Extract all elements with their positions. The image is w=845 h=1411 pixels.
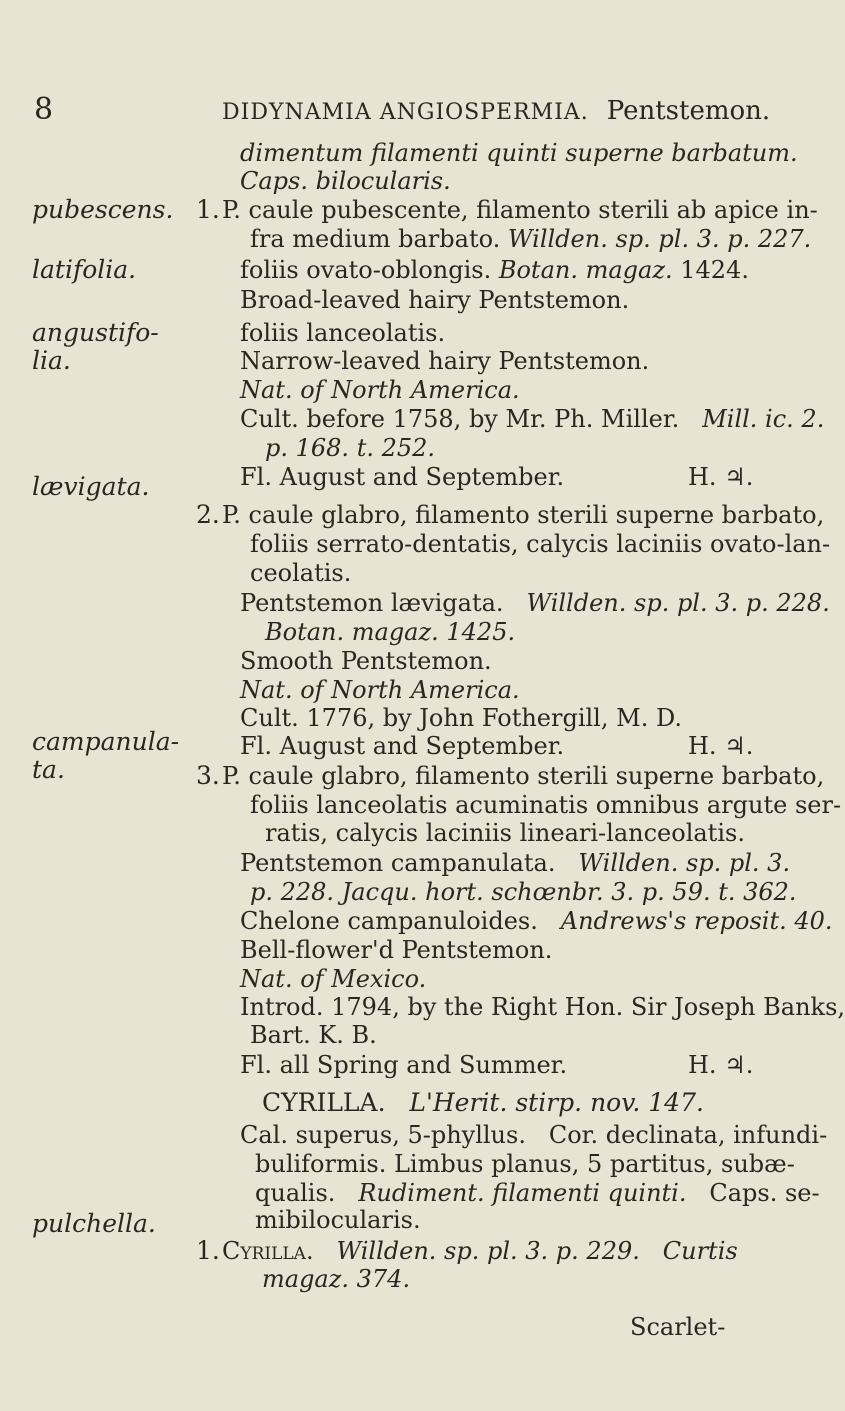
running-title	[222, 96, 770, 126]
habit-symbol: H. ♃.	[688, 463, 754, 491]
habit-symbol: H. ♃.	[688, 732, 754, 760]
species-description: foliis serrato-dentatis, calycis laciniis ovato-lan-	[250, 530, 831, 558]
page-header	[0, 92, 800, 132]
genus-description: mibilocularis.	[255, 1206, 421, 1234]
reference: p. 228. Jacqu. hort. schœnbr. 3. p. 59. t. 362.	[250, 878, 797, 906]
common-name: Bell-flower'd Pentstemon.	[240, 936, 553, 964]
native-region: Nat. of Mexico.	[240, 965, 427, 993]
margin-pubescens: pubescens.	[32, 195, 174, 224]
intro-line: Caps. bilocularis.	[240, 167, 451, 195]
reference: p. 168. t. 252.	[265, 434, 436, 462]
margin-campanulata-1: campanula-	[32, 727, 180, 756]
species-description: fra medium barbato. Willden. sp. pl. 3. p. 227.	[250, 225, 812, 253]
synonym: Chelone campanuloides. Andrews's reposit. 40.	[240, 907, 833, 935]
genus-description: Cal. superus, 5-phyllus. Cor. declinata, infundi-	[240, 1121, 828, 1149]
species-number: 1.	[196, 195, 220, 224]
species-description: foliis lanceolatis.	[240, 319, 446, 347]
common-name: Smooth Pentstemon.	[240, 647, 492, 675]
genus-description: qualis. Rudiment. filamenti quinti. Caps. se-	[255, 1179, 820, 1207]
native-region: Nat. of North America.	[240, 676, 520, 704]
intro-line: dimentum filamenti quinti superne barbatum.	[240, 139, 798, 167]
species-entry: Cyrilla. Willden. sp. pl. 3. p. 229. Curtis	[222, 1237, 738, 1265]
margin-angustifolia-2: lia.	[32, 346, 71, 375]
flowering-time: Fl. August and September.	[240, 732, 565, 760]
habit-symbol: H. ♃.	[688, 1051, 754, 1079]
native-region: Nat. of North America.	[240, 376, 520, 404]
flowering-time: Fl. all Spring and Summer.	[240, 1051, 568, 1079]
species-number: 3.	[196, 761, 220, 790]
species-description: P. caule glabro, filamento sterili superne barbato,	[222, 501, 825, 529]
margin-pulchella: pulchella.	[32, 1209, 156, 1238]
species-number: 1.	[196, 1236, 220, 1265]
introduction-note: Bart. K. B.	[250, 1021, 377, 1049]
common-name: Narrow-leaved hairy Pentstemon.	[240, 347, 650, 375]
species-number: 2.	[196, 500, 220, 529]
running-title-text: DIDYNAMIA ANGIOSPERMIA.	[222, 100, 589, 125]
species-description: ratis, calycis laciniis lineari-lanceolatis.	[265, 819, 745, 847]
reference: Botan. magaz. 1425.	[265, 618, 516, 646]
margin-campanulata-2: ta.	[32, 755, 65, 784]
common-name: Broad-leaved hairy Pentstemon.	[240, 286, 630, 314]
margin-latifolia: latifolia.	[32, 255, 137, 284]
cultivation-note: Cult. before 1758, by Mr. Ph. Miller. Mill. ic. 2.	[240, 405, 825, 433]
margin-laevigata: lævigata.	[32, 472, 150, 501]
genus-heading: CYRILLA. L'Herit. stirp. nov. 147.	[262, 1088, 704, 1117]
running-genus: Pentstemon.	[606, 96, 771, 126]
genus-description: buliformis. Limbus planus, 5 partitus, subæ-	[255, 1150, 795, 1178]
species-description: P. caule pubescente, filamento sterili ab apice in-	[222, 196, 818, 224]
catchword: Scarlet-	[630, 1313, 726, 1341]
flowering-time: Fl. August and September.	[240, 463, 565, 491]
introduction-note: Introd. 1794, by the Right Hon. Sir Joseph Banks,	[240, 993, 845, 1021]
reference: magaz. 374.	[262, 1265, 411, 1293]
margin-angustifolia-1: angustifo-	[32, 318, 159, 347]
cultivation-note: Cult. 1776, by John Fothergill, M. D.	[240, 704, 682, 732]
species-description: ceolatis.	[250, 559, 352, 587]
species-description: P. caule glabro, filamento sterili superne barbato,	[222, 762, 825, 790]
synonym: Pentstemon lævigata. Willden. sp. pl. 3. p. 228.	[240, 589, 830, 617]
species-description: foliis ovato-oblongis. Botan. magaz. 1424.	[240, 256, 749, 284]
page-number: 8	[34, 92, 54, 127]
synonym: Pentstemon campanulata. Willden. sp. pl. 3.	[240, 849, 791, 877]
species-description: foliis lanceolatis acuminatis omnibus argute ser-	[250, 791, 842, 819]
